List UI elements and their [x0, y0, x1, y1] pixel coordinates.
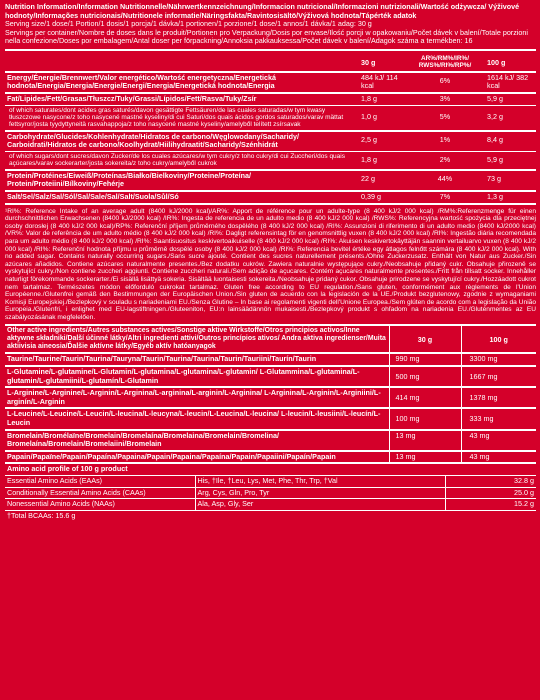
- other-ingredients-table: [5, 324, 536, 464]
- col-30g: 30 g: [361, 57, 376, 67]
- other-header-row: [5, 325, 536, 353]
- nutrition-table: [5, 49, 536, 205]
- other-col-30g: 30 g: [389, 325, 461, 353]
- row-label: Bromelain/Bromélaïne/Bromelain/Bromelaína/Bromelaina/Bromelain/Bromelina/ Bromelaína/Bromelain/Bromelaiini/Bromelain: [7, 430, 280, 449]
- row-label: Energy/Énergie/Brennwert/Valor energético/Wartość energetyczna/Energetická hodnota/Energia/Energia/Energie/Energi/Energia/Energetická hodnota/Energia: [7, 72, 276, 91]
- other-row: [5, 366, 536, 387]
- row-v100: 333 mg: [461, 408, 536, 429]
- nutrition-row: [5, 170, 536, 191]
- nutrition-row: [5, 131, 536, 152]
- row-v100: 43 mg: [461, 430, 536, 451]
- row-label: Papain/Papaïne/Papain/Papaína/Papaina/Papain/Papaina/Papaína/Papain/Papaiini/Papaín/Papain: [7, 451, 336, 461]
- other-col-100g: 100 g: [461, 325, 536, 353]
- row-v30: 1,8 g: [361, 154, 377, 164]
- row-label: Protein/Protéines/Eiweiß/Proteínas/Białko/Bielkoviny/Proteine/Proteína/ Protein/Proteiini/Bílkoviny/Fehérje: [7, 170, 252, 189]
- amino-title: Amino acid profile of 100 g product: [7, 464, 128, 474]
- nutrition-title: Nutrition Information/Information Nutritionnelle/Nährwertkennzeichnung/Informacion nutricional/Informazioni nutrizionali/Wartość odżywcza/ Výživové hodnoty/Informações nutricionais/Nutritionele informatie/Näringsfakta/Ravintosisältö/Výživová hodnota/Tápérték adatok: [5, 2, 520, 20]
- row-label: L-Glutamine/L-glutamine/L-Glutamin/L-glutamina/L-glutamina/L-glutamin/ L-Glutammina/L-glutamina/L-glutamin/L-glutamiini/L-glutamín/L-Glutamin: [7, 367, 360, 385]
- row-v30: 2,5 g: [361, 134, 377, 144]
- row-label: Taurine/Taurine/Taurin/Taurina/Tauryna/Taurin/Taurina/Taurina/Taurin/Tauriini/Taurín/Taurin: [7, 354, 317, 364]
- row-v100: 73 g: [487, 173, 501, 183]
- row-ri: 7%: [439, 191, 451, 201]
- row-ri: 6%: [439, 75, 451, 85]
- row-v100: 5,9 g: [487, 154, 503, 164]
- row-label: L-Arginine/L-Arginine/L-Arginin/L-Arginina/L-arginina/L-arginin/L-Arginina/ L-Arginina/L-Arginin/L-Arginiini/L-arginín/L-Arginin: [7, 388, 381, 406]
- other-row: [5, 408, 536, 429]
- row-v30: 13 mg: [389, 451, 461, 464]
- row-v100: 1667 mg: [461, 366, 536, 387]
- row-value: 32.8 g: [445, 476, 536, 488]
- row-acids: His, †Ile, †Leu, Lys, Met, Phe, Thr, Trp, †Val: [195, 476, 445, 488]
- row-value: 15.2 g: [445, 499, 536, 511]
- row-acids: Arg, Cys, Gln, Pro, Tyr: [195, 487, 445, 499]
- row-label: Carbohydrate/Glucides/Kohlenhydrate/Hidratos de carbono/Węglowodany/Sacharidy/ Carboidrati/Hidratos de carbono/Koolhydrat/Hiilihydraatit/Sacharidy/Szénhidrát: [7, 131, 299, 150]
- servings-per-container: Servings per container/Nombre de doses dans le produit/Portionen pro Verpackung/Dosis por envase/Ilość porcji w opakowaniu/Počet dávek v balení/Totale porzioni nella confezione/Doses por embalagem/Antal doser per förpackning/Annoksia pakkauksessa/Počet dávek v balení/Adagok száma a termékben: 16: [5, 27, 528, 46]
- row-label: Conditionally Essential Amino Acids (CAAs): [7, 487, 146, 497]
- row-ri: 44%: [437, 173, 453, 183]
- other-row: [5, 387, 536, 408]
- row-v100: 1378 mg: [461, 387, 536, 408]
- row-ri: 2%: [439, 154, 451, 164]
- row-v30: 484 kJ/ 114 kcal: [361, 72, 398, 91]
- row-v30: 22 g: [361, 173, 375, 183]
- nutrition-row: [5, 191, 536, 204]
- row-label: Essential Amino Acids (EAAs): [7, 476, 103, 485]
- row-v30: 414 mg: [389, 387, 461, 408]
- amino-title-row: [5, 464, 536, 475]
- amino-row: [5, 499, 536, 511]
- col-ri: AR%/RM%/IR%/ RWS%/RI%/RP%/: [418, 54, 472, 70]
- nutrition-row: [5, 105, 536, 131]
- amino-row: [5, 476, 536, 488]
- nutrition-header-row: [5, 50, 536, 72]
- row-acids: Ala, Asp, Gly, Ser: [195, 499, 445, 511]
- label-header: [5, 3, 536, 46]
- row-v100: 1614 kJ/ 382 kcal: [487, 72, 529, 91]
- col-100g: 100 g: [487, 57, 506, 67]
- row-label: Nonessential Amino Acids (NAAs): [7, 499, 115, 509]
- row-v100: 8,4 g: [487, 134, 503, 144]
- row-label: Fat/Lipides/Fett/Grasas/Tłuszcz/Tuky/Grassi/Lípidos/Fett/Rasva/Tuky/Zsír: [7, 93, 257, 103]
- row-v30: 0,39 g: [361, 191, 381, 201]
- row-value: 25.0 g: [445, 487, 536, 499]
- row-v30: 1,8 g: [361, 93, 377, 103]
- amino-row: [5, 487, 536, 499]
- row-v100: 5,9 g: [487, 93, 503, 103]
- other-header-label: Other active ingredients/Autres substances actives/Sonstige aktive Wirkstoffe/Otros principios activos/Inne aktywne składniki/Další účinné látky/Altri ingredienti attivi/Outros princípios ativos/ Andra aktiva ingredienser/Muita aktiivisia aineosia/Ďalšie aktívne látky/Egyéb aktív hatóanyagok: [7, 327, 386, 351]
- row-v100: 1,3 g: [487, 191, 503, 201]
- nutrition-row: [5, 151, 536, 169]
- row-label: of which sugars/dont sucres/davon Zucker/de los cuales azúcares/w tym cukry/z toho cukry/di cui Zuccheri/dos quais açúcares/varav sockerarter/josta sokereita/z toho cukry/amelyből cukrok: [9, 152, 345, 168]
- amino-total-row: [5, 510, 536, 521]
- other-row: [5, 353, 536, 366]
- serving-size: Serving size/1 dose/1 Portion/1 dosis/1 porcja/1 dávka/1 portionen/1 porzione/1 dose/1 annos/1 dávka/1 adag: 30 g: [5, 19, 372, 29]
- other-row: [5, 451, 536, 464]
- amino-table: [5, 464, 536, 521]
- total-bcaas: †Total BCAAs: 15.6 g: [7, 510, 76, 520]
- row-label: Salt/Sel/Salz/Sal/Sól/Sal/Sale/Sal/Salt/Suola/Sůl/Só: [7, 191, 179, 201]
- other-row: [5, 430, 536, 451]
- row-v100: 3300 mg: [461, 353, 536, 366]
- row-ri: 1%: [439, 134, 451, 144]
- row-v30: 100 mg: [389, 408, 461, 429]
- legal-text: ¹RI%: Reference Intake of an average adult (8400 kJ/2000 kcal)/AR%: Apport de référence pour un adulte-type (8 400 kJ/2 000 kcal) /RM%:Referenzmenge für einen durchschnittlichen Erwachsenen (8400 kJ/2000 kcal) /IR%: Ingesta de referencia de un adulto medio (8 400 kJ/2 000 kcal) /RWS%: Referencyjna wartość spożycia dla przeciętnej osoby dorosłej (8 400 kJ/2 000 kcal)/RP%: Referenční příjem průměrného dospělého (8 400 kJ/2 000 kcal) /RI%: Assunzioni di riferimento di un adulto medio (8400 kJ/2000 kcal) /VR%: Valor de referência de um adulto médio (8 400 kJ/2 000 kcal) /RI%: Dagligt referensintag för en genomsnittlig vuxen (8 400 kJ/2 000 kcal) /RI%: Ingestão diária recomendada para um adulto médio (8 400 kJ/2 000 kcal) /RI%: Saantisuositus keskivertoaikuiselle (8 400 kJ/2 000 kcal) /RI%: Akuisen keskivertokäyttäjän saannin vertailuarvo vuxen (8 400 kJ/2 000 kcal) /RI%: Referenční hodnota příjmu u průměrně dospělé osoby (8 400 kJ/2 000 kcal) /RI%: Referencia bevitel értéke egy átlagos felnőtt számára (8 400 kJ/2 000 kcal). With no added sugar. Contains naturally occurring sugars./Sans sucre ajouté. Contient des sucres naturellement présents./Ohne Zuckerzusatz. Enthält von Natur aus Zucker./Sin azúcares añadidos. Contiene azúcares naturalmente presentes./Bez dodatku cukrów. Zawiera naturalnie występujące cukry./Neobsahuje přidaný cukr. Obsahuje přirozeně se vyskytující cukry./Non contiene zuccheri aggiunti. Contiene zuccheri naturali./Sem adição de açucares. Contém açucares naturalmente presentes./Fritt från tillsatt socker. Innehåller naturligt förekommande sockerarter./Ei sisällä lisättyä sokeria. Sisältää luontaisesti sokereita./Neobsahuje pridaný cukor. Obsahuje prirodzene se vyskytující cukry./Hozzáadott cukrot nem tartalmaz. Természetes módon előforduló cukrokat tartalmaz. Gluten free according to EU regulation./Sans gluten, conformément aux règlements de l'Union Européenne./Glutenfrei gemäß den Bestimmungen der Europäischen Union./Sin gluten de acuerdo con la legislación de la UE./Produkt bezglutenowy, zgodnie z wymaganiami Komisji Europejskiej./Bezlepkový v souladu s nariadeniami EU./Senza Glutine – In base ai regolamenti vigenti dell'Unione Europea./Sem glúten de acordo com a legislação da União Europeia./Glutenfri, i enlighet med EU-lagstiftningen./Gluteeniton, EU:n lainsäädännön mukaisesti./Bezlepkový produkt s ohľadom na nariadenia EU./Gluténmentes az EU szabályozásának megfelelően.: [5, 207, 536, 321]
- row-v30: 13 mg: [389, 430, 461, 451]
- row-ri: 3%: [439, 93, 451, 103]
- row-label: of which saturates/dont acides gras saturés/davon gesättigte Fettsäuren/de las cuales saturadas/w tym kwasy tłuszczowe nasycone/z toho nasycené mastné kyseliny/di cui Saturi/dos quais ácidos gordos saturados/varav mättat fettsyror/josta tyydyttyneitä rasvahappoja/z toho nasycené mastné kyseliny/amelyből telített zsírsavak: [9, 106, 344, 129]
- row-v100: 3,2 g: [487, 111, 503, 121]
- row-label: L-Leucine/L-Leucine/L-Leucin/L-leucina/L-leucyna/L-leucin/L-Leucina/L-leucina/ L-leucin/L-leusiini/L-leucín/L-Leucin: [7, 409, 381, 428]
- nutrition-row: [5, 72, 536, 93]
- row-v30: 1,0 g: [361, 111, 377, 121]
- row-v30: 500 mg: [389, 366, 461, 387]
- row-v100: 43 mg: [461, 451, 536, 464]
- nutrition-row: [5, 93, 536, 105]
- row-ri: 5%: [439, 111, 451, 121]
- row-v30: 990 mg: [389, 353, 461, 366]
